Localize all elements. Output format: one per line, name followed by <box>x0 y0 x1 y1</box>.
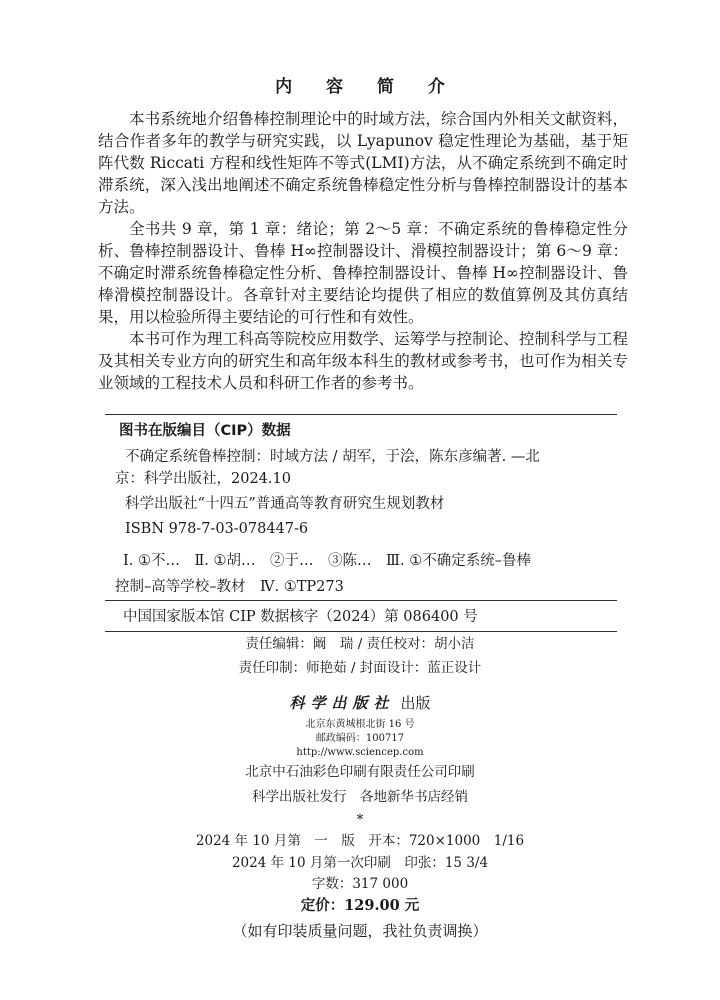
edition-line-2: 2024 年 10 月第一次印刷 印张：15 3/4 <box>231 855 489 871</box>
cip-check-number: 中国国家版本馆 CIP 数据核字（2024）第 086400 号 <box>123 609 478 625</box>
cip-bottom-rule <box>105 631 617 632</box>
publisher-url: http://www.sciencep.com <box>296 747 424 758</box>
distribution-line: 科学出版社发行 各地新华书店经销 <box>252 789 468 805</box>
edition-line-1: 2024 年 10 月第 一 版 开本：720×1000 1/16 <box>195 833 525 849</box>
cip-entry-line-2: 京：科学出版社，2024.10 <box>115 471 291 487</box>
intro-section <box>98 108 628 394</box>
cip-top-rule <box>105 414 617 415</box>
staff-line-2: 责任印制：师艳茹 / 封面设计：蓝正设计 <box>238 660 482 676</box>
cip-series: 科学出版社“十四五”普通高等教育研究生规划教材 <box>125 496 445 512</box>
cip-isbn: ISBN 978-7-03-078447-6 <box>125 521 309 537</box>
cip-class-line-1: Ⅰ. ①不… Ⅱ. ①胡… ②于… ③陈… Ⅲ. ①不确定系统–鲁棒 <box>123 553 531 569</box>
staff-line-1: 责任编辑：阚 瑞 / 责任校对：胡小洁 <box>245 636 475 652</box>
intro-paragraph-1: 本书系统地介绍鲁棒控制理论中的时域方法，综合国内外相关文献资料，结合作者多年的教学与研究实践，以 Lyapunov 稳定性理论为基础，基于矩阵代数 Riccati 方程和线性矩阵不等式(LMI)方法，从不确定系统到不确定时滞系统，深入浅出地阐述不确定系统鲁棒稳定性分析与鲁棒控制器设计的基本方法。 <box>98 110 628 216</box>
printer-line: 北京中石油彩色印刷有限责任公司印刷 <box>245 764 475 780</box>
cip-entry-line-1: 不确定系统鲁棒控制：时域方法 / 胡军，于浍，陈东彦编著. —北 <box>125 449 540 465</box>
publisher-name: 科学出版社 <box>289 694 395 712</box>
cip-class-line-2: 控制–高等学校–教材 Ⅳ. ①TP273 <box>115 579 344 595</box>
intro-paragraph-2: 全书共 9 章，第 1 章：绪论；第 2～5 章：不确定系统的鲁棒稳定性分析、鲁棒控制器设计、鲁棒 H∞控制器设计、滑模控制器设计；第 6～9 章：不确定时滞系统鲁棒稳定性分析、鲁棒控制器设计、鲁棒 H∞控制器设计、鲁棒滑模控制器设计。各章针对主要结论均提供了相应的数值算例及其仿真结果，用以检验所得主要结论的可行性和有效性。 <box>98 220 628 326</box>
cip-block <box>105 414 617 632</box>
cip-mid-rule <box>105 600 617 601</box>
word-count: 字数：317 000 <box>311 876 409 892</box>
publisher-suffix: 出版 <box>400 694 431 712</box>
price: 定价：129.00 元 <box>300 897 420 914</box>
cip-classification <box>105 548 617 600</box>
quality-note: （如有印装质量问题，我社负责调换） <box>232 922 488 940</box>
publisher-address: 北京东黄城根北街 16 号 <box>305 719 415 730</box>
page-title: 内 容 简 介 <box>275 77 459 97</box>
separator-star: * <box>356 812 364 828</box>
cip-heading: 图书在版编目（CIP）数据 <box>119 423 291 439</box>
publisher-line <box>0 693 720 713</box>
publisher-postcode: 邮政编码：100717 <box>315 733 405 744</box>
cip-entry <box>105 446 617 490</box>
intro-paragraph-3: 本书可作为理工科高等院校应用数学、运筹学与控制论、控制科学与工程及其相关专业方向的研究生和高年级本科生的教材或参考书，也可作为相关专业领域的工程技术人员和科研工作者的参考书。 <box>98 330 628 392</box>
